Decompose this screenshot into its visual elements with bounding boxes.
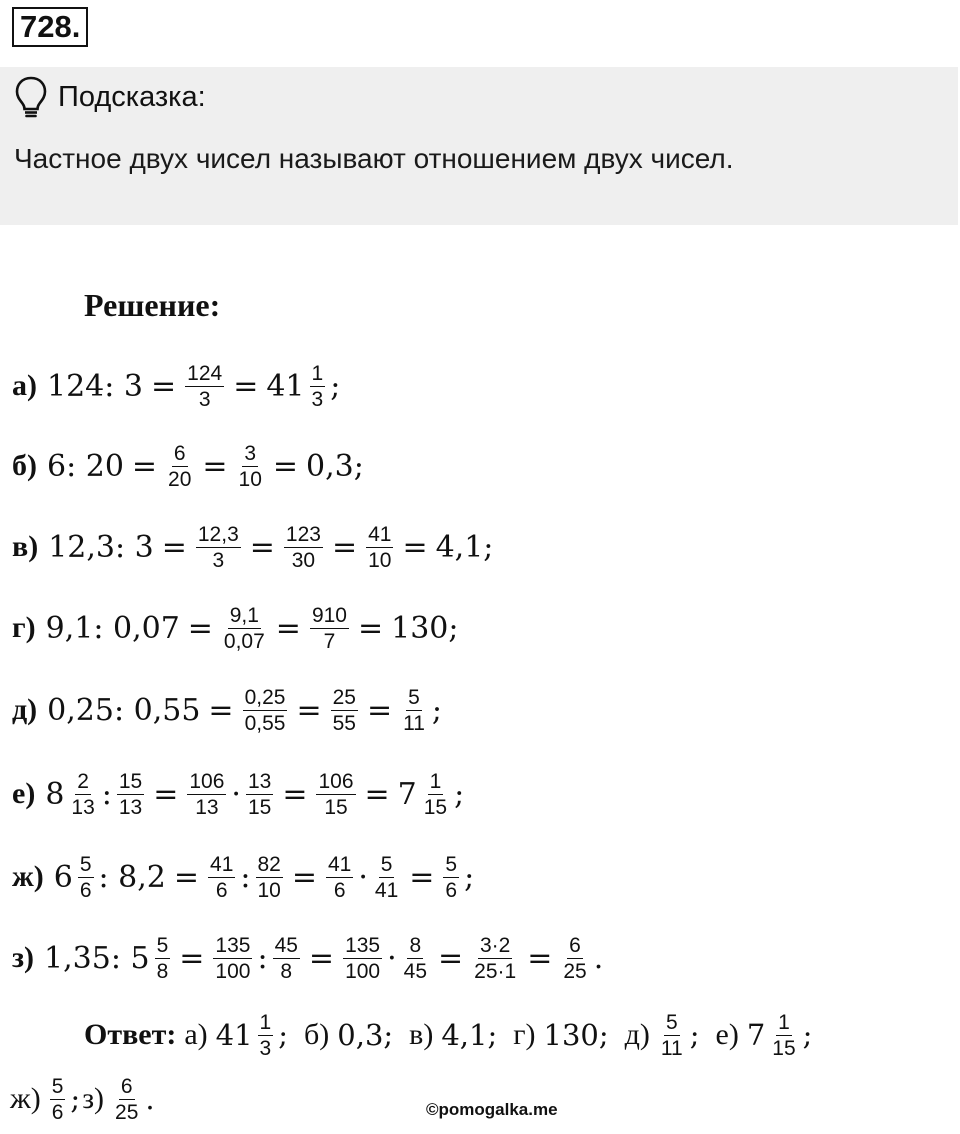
numerator: 25: [332, 685, 356, 709]
fraction: [166, 441, 193, 492]
numerator: 5: [380, 852, 393, 876]
denominator: 100: [345, 959, 381, 983]
denominator: 10: [368, 548, 392, 572]
numerator: 41: [210, 852, 234, 876]
denominator: 11: [660, 1036, 683, 1060]
fraction: [284, 522, 323, 573]
lightbulb-icon: [14, 75, 48, 119]
fraction: [196, 522, 241, 573]
denominator: 25: [563, 959, 587, 983]
answer-item-label: г): [513, 1018, 536, 1051]
numerator: 5: [79, 852, 92, 876]
equals-sign: =: [308, 940, 335, 976]
numerator: 1: [311, 361, 324, 385]
fraction: [243, 685, 288, 736]
answer-item-label: з): [82, 1082, 105, 1115]
line-label: ж): [12, 860, 44, 893]
answer-item-label: ж): [10, 1082, 41, 1115]
denominator: 3: [259, 1036, 272, 1060]
math-text: ;: [454, 776, 465, 812]
equals-sign: =: [364, 776, 390, 812]
denominator: 8: [156, 959, 169, 983]
fraction: [113, 1074, 140, 1125]
fraction: [155, 933, 171, 984]
math-text: ·: [231, 776, 241, 812]
math-text: 0,3;: [306, 448, 364, 484]
numerator: 3·2: [479, 933, 511, 957]
fraction: [373, 852, 400, 903]
denominator: 41: [374, 878, 399, 902]
equals-sign: =: [187, 610, 213, 646]
equals-sign: =: [131, 448, 158, 484]
numerator: 135: [215, 933, 251, 957]
numerator: 1: [429, 769, 442, 793]
math-text: 0,25: 0,55: [47, 692, 201, 728]
denominator: 13: [71, 795, 95, 819]
math-text: 12,3: 3: [48, 529, 154, 565]
answer-item-label: е): [715, 1018, 739, 1051]
denominator: 55: [332, 711, 356, 735]
fraction: [310, 361, 326, 412]
fraction: [208, 852, 235, 903]
fraction: [401, 685, 427, 736]
line-label: г): [12, 611, 36, 644]
denominator: 15: [772, 1036, 796, 1060]
math-text: ;: [689, 1018, 700, 1052]
fraction: [185, 361, 224, 412]
math-text: 9,1: 0,07: [45, 610, 180, 646]
denominator: 15: [423, 795, 448, 819]
denominator: 3: [212, 548, 225, 572]
math-text: 41: [266, 368, 305, 404]
solution-line: [12, 431, 366, 501]
numerator: 106: [189, 769, 225, 793]
line-label: д): [12, 693, 38, 726]
fraction: [69, 769, 96, 820]
fraction: [187, 769, 226, 820]
hint-header: [14, 75, 206, 119]
solution-line: [12, 759, 466, 829]
fraction: [326, 852, 353, 903]
equals-sign: =: [202, 448, 228, 484]
math-text: 8: [45, 776, 65, 812]
numerator: 1: [259, 1010, 272, 1034]
fraction: [246, 769, 273, 820]
denominator: 6: [215, 878, 228, 902]
math-text: 4,1;: [435, 529, 494, 565]
solution-line: [12, 512, 495, 582]
numerator: 123: [285, 522, 321, 546]
numerator: 13: [247, 769, 272, 793]
solution-line: [12, 593, 461, 663]
math-text: 4,1;: [441, 1018, 498, 1052]
denominator: 13: [195, 795, 219, 819]
denominator: 7: [323, 629, 336, 653]
equals-sign: =: [272, 448, 299, 484]
math-text: 0,3;: [337, 1018, 394, 1052]
fraction: [50, 1074, 66, 1125]
equals-sign: =: [151, 368, 177, 404]
numerator: 5: [51, 1074, 64, 1098]
numerator: 5: [665, 1010, 678, 1034]
math-text: 6: 20: [47, 448, 124, 484]
numerator: 6: [173, 441, 186, 465]
line-label: е): [12, 777, 36, 810]
numerator: 3: [244, 441, 257, 465]
solution-line: [12, 351, 342, 421]
equals-sign: =: [153, 776, 179, 812]
math-text: ·: [358, 859, 368, 895]
numerator: 106: [318, 769, 354, 793]
math-text: .: [593, 940, 604, 976]
solution-line: [12, 675, 444, 745]
equals-sign: =: [233, 368, 259, 404]
math-text: ;: [330, 368, 341, 404]
equals-sign: =: [438, 940, 464, 976]
equals-sign: =: [208, 692, 234, 728]
line-label: а): [12, 369, 37, 402]
fraction: [659, 1010, 685, 1061]
fraction: [366, 522, 393, 573]
math-text: 1,35: 5: [44, 940, 150, 976]
numerator: 124: [187, 361, 223, 385]
numerator: 2: [77, 769, 89, 793]
fraction: [213, 933, 252, 984]
numerator: 5: [408, 685, 420, 709]
math-text: 130;: [391, 610, 459, 646]
equals-sign: =: [161, 529, 187, 565]
hint-title: Подсказка:: [58, 80, 206, 113]
answer-label: Ответ:: [84, 1018, 177, 1051]
fraction: [78, 852, 94, 903]
fraction: [422, 769, 449, 820]
fraction: [273, 933, 300, 984]
denominator: 20: [168, 467, 192, 491]
solution-line: [12, 842, 476, 912]
numerator: 12,3: [197, 522, 239, 546]
numerator: 135: [345, 933, 381, 957]
math-text: : 8,2: [98, 859, 166, 895]
denominator: 3: [311, 387, 324, 411]
denominator: 11: [403, 711, 425, 735]
equals-sign: =: [409, 859, 435, 895]
math-text: .: [145, 1082, 155, 1116]
fraction: [561, 933, 588, 984]
denominator: 0,55: [244, 711, 286, 735]
fraction: [256, 852, 283, 903]
fraction: [472, 933, 518, 984]
math-text: 130;: [543, 1018, 609, 1052]
denominator: 13: [118, 795, 143, 819]
equals-sign: =: [366, 692, 393, 728]
hint-text: Частное двух чисел называют отношением двух чисел.: [14, 143, 734, 174]
denominator: 6: [79, 878, 92, 902]
fraction: [237, 441, 264, 492]
denominator: 10: [238, 467, 262, 491]
denominator: 15: [247, 795, 272, 819]
fraction: [117, 769, 144, 820]
solution-heading: Решение:: [84, 287, 221, 323]
numerator: 41: [368, 522, 392, 546]
fraction: [331, 685, 358, 736]
numerator: 9,1: [229, 603, 259, 627]
denominator: 6: [333, 878, 346, 902]
denominator: 8: [280, 959, 293, 983]
fraction: [316, 769, 355, 820]
math-text: 124: 3: [47, 368, 143, 404]
fraction: [343, 933, 382, 984]
numerator: 41: [328, 852, 352, 876]
denominator: 30: [291, 548, 316, 572]
answer-item-label: в): [409, 1018, 434, 1051]
numerator: 45: [274, 933, 298, 957]
answer-item-label: б): [304, 1018, 330, 1051]
answer-line-1: [84, 1000, 814, 1070]
equals-sign: =: [527, 940, 553, 976]
numerator: 910: [311, 603, 347, 627]
denominator: 100: [215, 959, 251, 983]
fraction: [258, 1010, 274, 1061]
math-text: :: [240, 859, 251, 895]
denominator: 45: [403, 959, 428, 983]
equals-sign: =: [291, 859, 317, 895]
fraction: [443, 852, 459, 903]
fraction: [402, 933, 429, 984]
equals-sign: =: [179, 940, 205, 976]
denominator: 3: [198, 387, 211, 411]
solution-line: [12, 923, 605, 993]
math-text: 41: [215, 1018, 253, 1052]
math-text: ;: [431, 692, 442, 728]
math-text: ;: [464, 859, 475, 895]
math-text: 7: [746, 1018, 766, 1052]
equals-sign: =: [402, 529, 428, 565]
fraction: [770, 1010, 797, 1061]
fraction: [310, 603, 349, 654]
numerator: 0,25: [244, 685, 286, 709]
line-label: б): [12, 449, 37, 482]
numerator: 6: [120, 1074, 133, 1098]
numerator: 8: [409, 933, 422, 957]
numerator: 15: [118, 769, 143, 793]
numerator: 1: [778, 1010, 790, 1034]
math-text: ;: [278, 1018, 289, 1052]
math-text: ;: [70, 1082, 81, 1116]
line-label: в): [12, 530, 39, 563]
hint-box: [0, 67, 958, 225]
equals-sign: =: [173, 859, 200, 895]
answer-item-label: а): [184, 1018, 208, 1051]
numerator: 5: [445, 852, 458, 876]
task-number: 728.: [12, 7, 88, 47]
denominator: 10: [257, 878, 281, 902]
math-text: :: [101, 776, 112, 812]
line-label: з): [12, 941, 35, 974]
watermark: ©pomogalka.me: [426, 1100, 558, 1119]
numerator: 5: [156, 933, 169, 957]
denominator: 25·1: [474, 959, 517, 983]
math-text: 6: [53, 859, 73, 895]
denominator: 15: [324, 795, 348, 819]
denominator: 25: [115, 1100, 139, 1124]
equals-sign: =: [331, 529, 358, 565]
denominator: 6: [51, 1100, 64, 1124]
equals-sign: =: [275, 610, 301, 646]
equals-sign: =: [357, 610, 384, 646]
fraction: [222, 603, 267, 654]
math-text: :: [257, 940, 268, 976]
numerator: 82: [257, 852, 281, 876]
math-text: 7: [397, 776, 417, 812]
math-text: ·: [387, 940, 397, 976]
equals-sign: =: [296, 692, 322, 728]
numerator: 6: [569, 933, 581, 957]
answer-line-2: [10, 1068, 157, 1130]
equals-sign: =: [282, 776, 308, 812]
denominator: 0,07: [223, 629, 265, 653]
equals-sign: =: [249, 529, 275, 565]
math-text: ;: [802, 1018, 813, 1052]
answer-item-label: д): [624, 1018, 650, 1051]
denominator: 6: [445, 878, 458, 902]
